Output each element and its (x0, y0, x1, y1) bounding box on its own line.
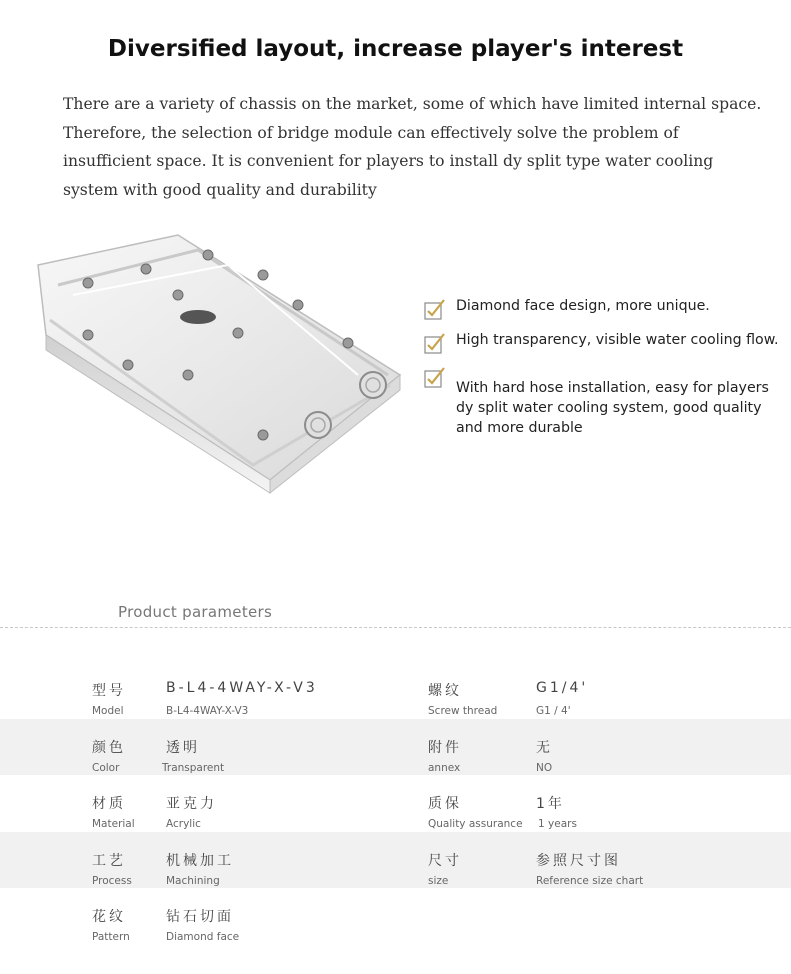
param-value-en: G1 / 4' (536, 705, 571, 717)
table-row (0, 832, 791, 889)
param-label-zh: 尺寸 (428, 852, 462, 869)
param-label-en: Quality assurance (428, 818, 523, 830)
feature-text: Diamond face design, more unique. (456, 298, 710, 314)
param-value-en: NO (536, 761, 553, 774)
param-value-en: 1 years (538, 818, 577, 830)
param-value-zh: 亚克力 (166, 796, 217, 812)
param-value-zh: 1年 (536, 796, 565, 812)
checkbox-icon (424, 366, 446, 388)
params-section-title: Product parameters (118, 603, 273, 621)
param-label-zh: 质保 (428, 796, 462, 812)
param-label-en: annex (428, 761, 461, 774)
feature-text-line1: With hard hose installation, easy for players (456, 380, 769, 396)
table-row (0, 662, 791, 719)
section-divider (0, 627, 791, 628)
param-value-zh: 机械加工 (166, 852, 234, 869)
param-value-en: Transparent (162, 761, 225, 774)
param-value-zh: 钻石切面 (166, 909, 234, 925)
param-value-zh: 参照尺寸图 (536, 852, 621, 869)
param-label-zh: 附件 (428, 739, 462, 756)
table-row (0, 888, 791, 945)
param-value-en: Reference size chart (536, 874, 644, 887)
params-table (0, 662, 791, 945)
param-value-zh: G1/4' (536, 680, 589, 696)
table-row (0, 775, 791, 832)
param-label-en: Screw thread (428, 705, 498, 717)
param-label-en: Process (92, 874, 132, 887)
feature-item (418, 364, 791, 438)
param-value-zh: 透明 (166, 739, 200, 756)
checkbox-icon (424, 298, 446, 320)
param-value-en: Diamond face (166, 931, 240, 943)
param-label-zh: 花纹 (92, 909, 126, 925)
feature-item (418, 296, 791, 316)
param-label-zh: 螺纹 (428, 683, 462, 699)
param-label-en: size (428, 874, 449, 887)
param-label-zh: 工艺 (92, 852, 126, 869)
param-label-en: Material (92, 818, 135, 830)
param-label-en: Color (92, 761, 120, 774)
table-row (0, 719, 791, 776)
feature-text-line3: and more durable (456, 420, 583, 436)
bridge-module-image (28, 225, 428, 495)
param-value-zh: 无 (536, 739, 553, 756)
feature-text-line2: dy split water cooling system, good quality (456, 400, 762, 416)
page-title: Diversified layout, increase player's interest (107, 36, 684, 62)
param-value-zh: B-L4-4WAY-X-V3 (166, 680, 318, 696)
intro-paragraph: There are a variety of chassis on the market, some of which have limited internal space. Therefore, the selection of bridge module can effectively solve the problem of insufficient space. It is convenient for players to install dy split type water cooling system with good quality and durability (63, 95, 762, 199)
feature-item (418, 330, 791, 350)
param-label-en: Pattern (92, 931, 130, 943)
param-value-en: B-L4-4WAY-X-V3 (166, 705, 249, 717)
feature-text: High transparency, visible water cooling flow. (456, 332, 779, 348)
param-label-zh: 材质 (92, 796, 126, 812)
param-label-zh: 颜色 (92, 739, 126, 756)
param-label-en: Model (92, 705, 124, 717)
param-label-zh: 型号 (92, 683, 126, 699)
param-value-en: Acrylic (166, 818, 201, 830)
feature-list (418, 296, 791, 452)
checkbox-icon (424, 332, 446, 354)
param-value-en: Machining (166, 874, 220, 887)
